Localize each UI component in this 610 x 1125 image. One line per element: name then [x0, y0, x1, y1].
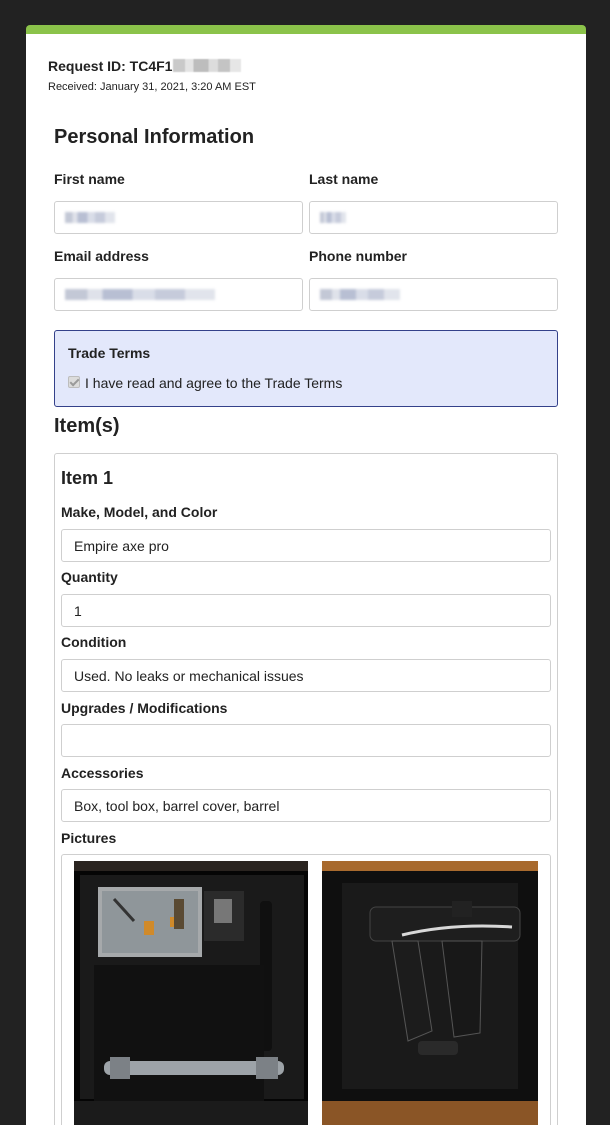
received-timestamp: Received: January 31, 2021, 3:20 AM EST [48, 81, 256, 93]
first-name-label: First name [54, 171, 125, 187]
first-name-field[interactable] [54, 201, 303, 234]
request-card [26, 25, 586, 1125]
pictures-label: Pictures [61, 830, 117, 846]
last-name-field[interactable] [309, 201, 558, 234]
request-id-text: Request ID: TC4F1 [48, 58, 173, 74]
upgrades-label: Upgrades / Modifications [61, 700, 228, 716]
item-card [54, 453, 558, 1125]
request-id [48, 58, 241, 74]
redacted-value [320, 289, 400, 300]
email-field[interactable] [54, 278, 303, 311]
trade-terms-title: Trade Terms [68, 345, 151, 361]
item-photo-1[interactable] [74, 861, 308, 1125]
upgrades-field[interactable] [61, 724, 551, 757]
quantity-label: Quantity [61, 569, 118, 585]
email-label: Email address [54, 248, 149, 264]
phone-label: Phone number [309, 248, 408, 264]
accessories-label: Accessories [61, 765, 144, 781]
make-model-label: Make, Model, and Color [61, 504, 218, 520]
redacted-value [65, 212, 115, 223]
redacted-value [65, 289, 215, 300]
item-photo-2[interactable] [322, 861, 538, 1125]
item-title: Item 1 [61, 468, 114, 488]
redacted-value [320, 212, 346, 223]
personal-info-heading: Personal Information [54, 126, 255, 148]
quantity-field[interactable]: 1 [61, 594, 551, 627]
items-heading: Item(s) [54, 415, 120, 437]
pictures-gallery [61, 854, 551, 1125]
condition-label: Condition [61, 634, 127, 650]
trade-terms-checkbox[interactable] [68, 376, 80, 388]
accessories-field[interactable]: Box, tool box, barrel cover, barrel [61, 789, 551, 822]
condition-field[interactable]: Used. No leaks or mechanical issues [61, 659, 551, 692]
redacted-id [173, 59, 241, 72]
trade-terms-box [54, 330, 558, 407]
phone-field[interactable] [309, 278, 558, 311]
trade-terms-agree-label: I have read and agree to the Trade Terms [85, 375, 343, 391]
last-name-label: Last name [309, 171, 379, 187]
make-model-field[interactable]: Empire axe pro [61, 529, 551, 562]
